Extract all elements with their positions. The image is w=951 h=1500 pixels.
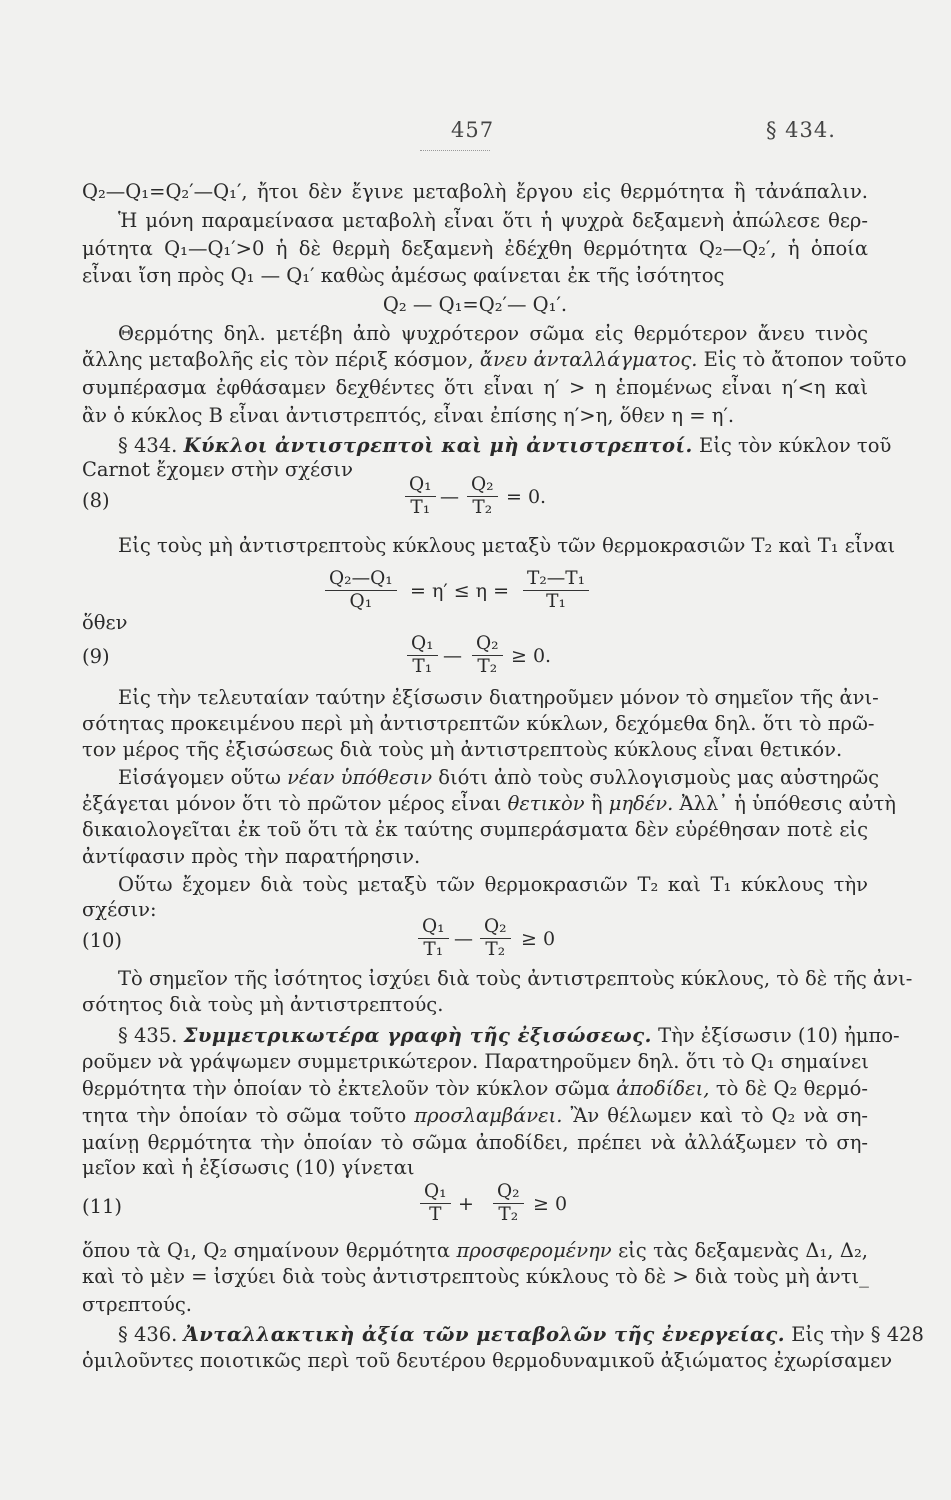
operator: — — [443, 645, 462, 667]
section-title: Κύκλοι ἀντιστρεπτοὶ καὶ μὴ ἀντιστρεπτοί. — [183, 434, 693, 457]
text-line: Q₂—Q₁=Q₂′—Q₁′, ἤτοι δὲν ἔγινε μεταβολὴ ἔργου εἰς θερμότητα ἢ τἀνάπαλιν. — [82, 180, 868, 203]
emphasis: νέαν ὑπόθεσιν — [287, 766, 433, 789]
fraction: Q₁ T — [420, 1181, 451, 1226]
section-heading-436: § 436. Ἀνταλλακτικὴ ἀξία τῶν μεταβολῶν τῆς ἐνεργείας. Εἰς τὴν § 428 — [118, 1323, 924, 1346]
emphasis: προσλαμβάνει. — [414, 1104, 563, 1127]
text-line: σότητας προκειμένου περὶ μὴ ἀντιστρεπτῶν κύκλων, δεχόμεθα δηλ. ὅτι τὸ πρῶ- — [82, 712, 875, 735]
text-line: Θερμότης δηλ. μετέβη ἀπὸ ψυχρότερον σῶμα εἰς θερμότερον ἄνευ τινὸς — [118, 322, 868, 345]
text-line: μότητα Q₁—Q₁′>0 ἡ δὲ θερμὴ δεξαμενὴ ἐδέχθη θερμότητα Q₂—Q₂′, ἡ ὁποία — [82, 237, 868, 260]
text-line: θερμότητα τὴν ὁποίαν τὸ ἐκτελοῦν τὸν κύκλον σῶμα ἀποδίδει, τὸ δὲ Q₂ θερμό- — [82, 1077, 868, 1100]
fraction: T₂—T₁ T₁ — [523, 568, 589, 613]
text-line: Carnot ἔχομεν στὴν σχέσιν — [82, 458, 353, 481]
operator: — — [454, 928, 473, 950]
text-line: ὅπου τὰ Q₁, Q₂ σημαίνουν θερμότητα προσφερομένην εἰς τὰς δεξαμενὰς Δ₁, Δ₂, — [82, 1239, 868, 1262]
equation-label: (11) — [82, 1195, 123, 1218]
text-line: ἄλλης μεταβολῆς εἰς τὸν πέριξ κόσμον, ἄνευ ἀνταλλάγματος. Εἰς τὸ ἄτοπον τοῦτο — [82, 348, 907, 371]
text-line: ἂν ὁ κύκλος B εἶναι ἀντιστρεπτός, εἶναι ἐπίσης η′>η, ὅθεν η = η′. — [82, 404, 735, 427]
text-line: Οὕτω ἔχομεν διὰ τοὺς μεταξὺ τῶν θερμοκρασιῶν T₂ καὶ T₁ κύκλους τὴν — [118, 873, 868, 896]
fraction: Q₂ T₂ — [480, 916, 511, 961]
emphasis: προσφερομένην — [456, 1239, 612, 1262]
fraction: Q₁ T₁ — [418, 916, 449, 961]
text-line: Ἡ μόνη παραμείνασα μεταβολὴ εἶναι ὅτι ἡ ψυχρὰ δεξαμενὴ ἀπώλεσε θερ- — [118, 209, 868, 232]
section-title: Συμμετρικωτέρα γραφὴ τῆς ἐξισώσεως. — [183, 1024, 652, 1047]
text-line: στρεπτούς. — [82, 1293, 192, 1316]
emphasis: ἀποδίδει, — [616, 1077, 710, 1100]
fraction: Q₂ T₂ — [467, 474, 498, 519]
text-line: εἶναι ἴση πρὸς Q₁ — Q₁′ καθὼς ἀμέσως φαίνεται ἐκ τῆς ἰσότητος — [82, 264, 725, 287]
fraction: Q₁ T₁ — [405, 474, 436, 519]
text-line: ὁμιλοῦντες ποιοτικῶς περὶ τοῦ δευτέρου θερμοδυναμικοῦ ἀξιώματος ἐχωρίσαμεν — [82, 1349, 893, 1372]
text-line: ὅθεν — [82, 611, 128, 634]
text-line: μεῖον καὶ ἡ ἐξίσωσις (10) γίνεται — [82, 1156, 415, 1179]
operator: — — [440, 486, 459, 508]
emphasis: μηδέν. — [608, 792, 674, 815]
equation-label: (9) — [82, 645, 110, 668]
text-line: Εἰς τοὺς μὴ ἀντιστρεπτοὺς κύκλους μεταξὺ τῶν θερμοκρασιῶν T₂ καὶ T₁ εἶναι — [118, 534, 896, 557]
text-line: ἀντίφασιν πρὸς τὴν παρατήρησιν. — [82, 845, 421, 868]
text-line: δικαιολογεῖται ἐκ τοῦ ὅτι τὰ ἐκ ταύτης συμπεράσματα δὲν εὑρέθησαν ποτὲ εἰς — [82, 818, 868, 841]
emphasis: ἄνευ ἀνταλλάγματος. — [479, 348, 698, 371]
section-reference: § 434. — [766, 118, 836, 142]
relation: = η′ ≤ η = — [410, 580, 509, 602]
relation: ≥ 0 — [533, 1193, 568, 1215]
text-line: Εἰσάγομεν οὕτω νέαν ὑπόθεσιν διότι ἀπὸ τοὺς συλλογισμοὺς μας αὐστηρῶς — [118, 766, 880, 789]
fraction: Q₂ T₂ — [472, 633, 503, 678]
section-heading-435: § 435. Συμμετρικωτέρα γραφὴ τῆς ἐξισώσεως. Τὴν ἐξίσωσιν (10) ἠμπο- — [118, 1024, 900, 1047]
text-line: συμπέρασμα ἐφθάσαμεν δεχθέντες ὅτι εἶναι η′ > η ἑπομένως εἶναι η′<η καὶ — [82, 376, 868, 399]
text-line: ροῦμεν νὰ γράψωμεν συμμετρικώτερον. Παρατηροῦμεν δηλ. ὅτι τὸ Q₁ σημαίνει — [82, 1050, 869, 1073]
section-title: Ἀνταλλακτικὴ ἀξία τῶν μεταβολῶν τῆς ἐνεργείας. — [183, 1323, 786, 1346]
equation-label: (10) — [82, 929, 123, 952]
header-rule — [420, 150, 490, 151]
text-line: Τὸ σημεῖον τῆς ἰσότητος ἰσχύει διὰ τοὺς ἀντιστρεπτοὺς κύκλους, τὸ δὲ τῆς ἀνι- — [118, 967, 913, 990]
equation-inline: Q₂ — Q₁=Q₂′— Q₁′. — [382, 293, 568, 316]
text-line: καὶ τὸ μὲν = ἰσχύει διὰ τοὺς ἀντιστρεπτοὺς κύκλους τὸ δὲ > διὰ τοὺς μὴ ἀντι_ — [82, 1265, 869, 1288]
text-line: ἐξάγεται μόνον ὅτι τὸ πρῶτον μέρος εἶναι θετικὸν ἢ μηδέν. Ἀλλ᾽ ἡ ὑπόθεσις αὐτὴ — [82, 792, 896, 815]
fraction: Q₂—Q₁ Q₁ — [325, 568, 397, 613]
text-line: μαίνῃ θερμότητα τὴν ὁποίαν τὸ σῶμα ἀποδίδει, πρέπει νὰ ἀλλάξωμεν τὸ ση- — [82, 1131, 868, 1154]
emphasis: θετικὸν — [507, 792, 585, 815]
relation: ≥ 0. — [511, 645, 552, 667]
text-line: τητα τὴν ὁποίαν τὸ σῶμα τοῦτο προσλαμβάνει. Ἂν θέλωμεν καὶ τὸ Q₂ νὰ ση- — [82, 1104, 868, 1127]
text-line: σχέσιν: — [82, 898, 157, 921]
page-number: 457 — [451, 118, 495, 142]
fraction: Q₁ T₁ — [407, 633, 438, 678]
text-line: Εἰς τὴν τελευταίαν ταύτην ἐξίσωσιν διατηροῦμεν μόνον τὸ σημεῖον τῆς ἀνι- — [118, 686, 879, 709]
fraction: Q₂ T₂ — [493, 1181, 524, 1226]
relation: = 0. — [506, 486, 547, 508]
text-line: σότητος διὰ τοὺς μὴ ἀντιστρεπτούς. — [82, 993, 444, 1016]
section-heading-434: § 434. Κύκλοι ἀντιστρεπτοὶ καὶ μὴ ἀντιστρεπτοί. Εἰς τὸν κύκλον τοῦ — [118, 434, 892, 457]
relation: ≥ 0 — [521, 928, 556, 950]
operator: + — [458, 1193, 474, 1215]
text-line: τον μέρος τῆς ἐξισώσεως διὰ τοὺς μὴ ἀντιστρεπτοὺς κύκλους εἶναι θετικόν. — [82, 738, 843, 761]
equation-label: (8) — [82, 489, 110, 512]
